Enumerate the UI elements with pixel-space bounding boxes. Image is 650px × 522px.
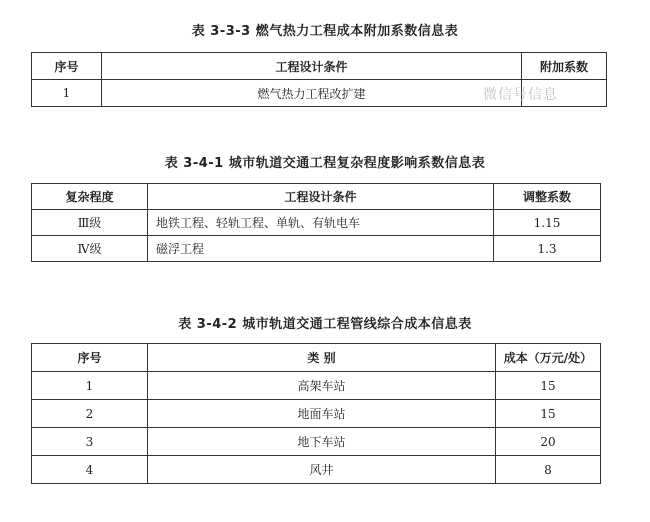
table-row (32, 372, 601, 400)
table-header-row (32, 53, 607, 80)
watermark: 微信号信息 (483, 87, 558, 103)
table-cell: 1 (32, 80, 102, 107)
header-cell: 序号 (32, 53, 102, 80)
table-cell: 高架车站 (148, 372, 496, 400)
header-cell: 调整系数 (494, 184, 601, 210)
table-row (32, 428, 601, 456)
table-cell: 3 (32, 428, 148, 456)
table-cell: 1.3 (494, 236, 601, 262)
header-cell: 序号 (32, 344, 148, 372)
table-row (32, 210, 601, 236)
table3-title: 表 3-4-2 城市轨道交通工程管线综合成本信息表 (178, 317, 472, 332)
header-cell: 工程设计条件 (102, 53, 522, 80)
header-cell: 类 别 (148, 344, 496, 372)
table-cell: 4 (32, 456, 148, 484)
table-row (32, 236, 601, 262)
table-cell: 15 (496, 400, 601, 428)
table-cell: 地铁工程、轻轨工程、单轨、有轨电车 (148, 210, 494, 236)
table3 (31, 343, 601, 484)
table-cell: 地面车站 (148, 400, 496, 428)
table-row (32, 400, 601, 428)
table-cell: 风井 (148, 456, 496, 484)
table-cell: Ⅲ级 (32, 210, 148, 236)
header-cell: 复杂程度 (32, 184, 148, 210)
table-cell: 地下车站 (148, 428, 496, 456)
table-cell: 15 (496, 372, 601, 400)
header-cell: 附加系数 (522, 53, 607, 80)
table-header-row (32, 184, 601, 210)
table-cell: 燃气热力工程改扩建 (102, 80, 522, 107)
table1-title: 表 3-3-3 燃气热力工程成本附加系数信息表 (191, 24, 459, 39)
table-cell: Ⅳ级 (32, 236, 148, 262)
header-cell: 工程设计条件 (148, 184, 494, 210)
table-cell: 8 (496, 456, 601, 484)
table-cell: 磁浮工程 (148, 236, 494, 262)
table2-title: 表 3-4-1 城市轨道交通工程复杂程度影响系数信息表 (164, 156, 486, 171)
table-cell: 1.15 (494, 210, 601, 236)
table-cell: 1 (32, 372, 148, 400)
header-cell: 成本（万元/处） (496, 344, 601, 372)
table-cell: 20 (496, 428, 601, 456)
table-row (32, 456, 601, 484)
table2 (31, 183, 601, 262)
table-cell: 2 (32, 400, 148, 428)
table-header-row (32, 344, 601, 372)
